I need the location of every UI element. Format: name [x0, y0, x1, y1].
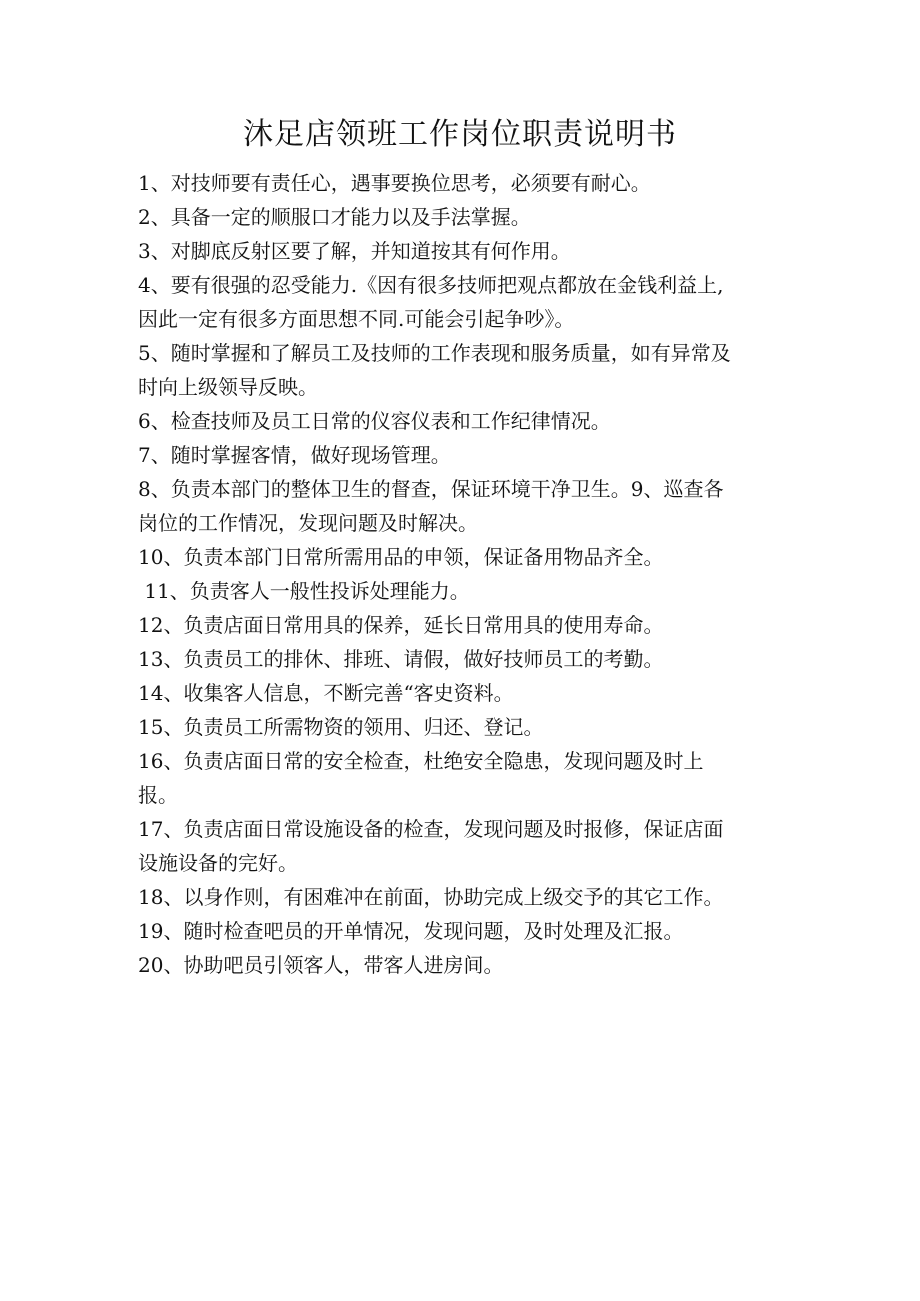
text-line: 17、负责店面日常设施设备的检查，发现问题及时报修，保证店面: [138, 817, 724, 841]
text-line: 13、负责员工的排休、排班、请假，做好技师员工的考勤。: [138, 647, 664, 671]
text-line: 时向上级领导反映。: [138, 375, 318, 399]
text-line: 4、要有很强的忍受能力.《因有很多技师把观点都放在金钱利益上,: [138, 273, 724, 297]
text-line: 3、对脚底反射区要了解，并知道按其有何作用。: [138, 239, 571, 263]
text-line: 18、以身作则，有困难冲在前面，协助完成上级交予的其它工作。: [138, 885, 724, 909]
text-line: 7、随时掌握客情，做好现场管理。: [138, 443, 451, 467]
text-line: 岗位的工作情况，发现问题及时解决。: [138, 511, 478, 535]
document-title: 沐足店领班工作岗位职责说明书: [243, 117, 677, 152]
text-line: 设施设备的完好。: [138, 851, 298, 875]
text-line: 5、随时掌握和了解员工及技师的工作表现和服务质量，如有异常及: [138, 341, 731, 365]
text-line: 因此一定有很多方面思想不同.可能会引起争吵》。: [138, 307, 575, 331]
text-line: 15、负责员工所需物资的领用、归还、登记。: [138, 715, 544, 739]
text-line: 20、协助吧员引领客人，带客人进房间。: [138, 953, 504, 977]
text-line: 11、负责客人一般性投诉处理能力。: [138, 579, 470, 603]
text-line: 16、负责店面日常的安全检查，杜绝安全隐患，发现问题及时上: [138, 749, 704, 773]
text-line: 8、负责本部门的整体卫生的督查，保证环境干净卫生。9、巡查各: [138, 477, 724, 501]
text-line: 报。: [138, 783, 178, 807]
text-line: 2、具备一定的顺服口才能力以及手法掌握。: [138, 205, 531, 229]
text-line: 10、负责本部门日常所需用品的申领，保证备用物品齐全。: [138, 545, 664, 569]
text-line: 12、负责店面日常用具的保养，延长日常用具的使用寿命。: [138, 613, 664, 637]
text-line: 6、检查技师及员工日常的仪容仪表和工作纪律情况。: [138, 409, 611, 433]
text-line: 1、对技师要有责任心，遇事要换位思考，必须要有耐心。: [138, 171, 651, 195]
text-line: 19、随时检查吧员的开单情况，发现问题，及时处理及汇报。: [138, 919, 684, 943]
text-line: 14、收集客人信息，不断完善“客史资料。: [138, 681, 514, 705]
document-body: [138, 166, 798, 982]
